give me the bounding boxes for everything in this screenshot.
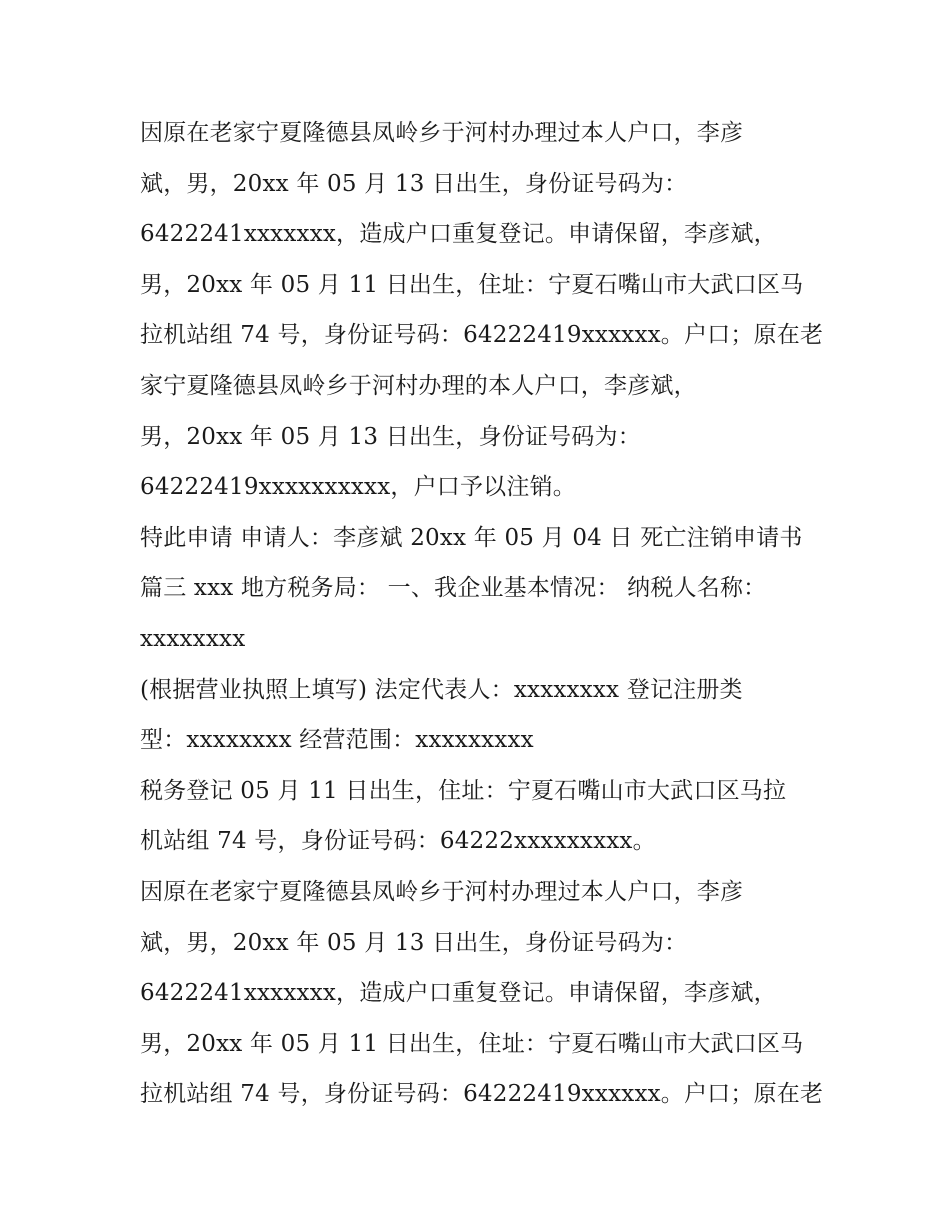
text-line-4: 男，20xx 年 05 月 11 日出生，住址：宁夏石嘴山市大武口区马 [140, 271, 804, 298]
text-line-19: 男，20xx 年 05 月 11 日出生，住址：宁夏石嘴山市大武口区马 [140, 1030, 804, 1057]
text-line-12: (根据营业执照上填写) 法定代表人：xxxxxxxx 登记注册类 [140, 676, 743, 703]
text-line-16: 因原在老家宁夏隆德县凤岭乡于河村办理过本人户口，李彦 [140, 878, 744, 905]
text-line-3: 6422241xxxxxxx，造成户口重复登记。申请保留，李彦斌， [140, 221, 777, 248]
text-line-6: 家宁夏隆德县凤岭乡于河村办理的本人户口，李彦斌， [140, 372, 697, 399]
text-line-13: 型：xxxxxxxx 经营范围：xxxxxxxxx [140, 727, 534, 754]
text-line-20: 拉机站组 74 号，身份证号码：64222419xxxxxx。户口；原在老 [140, 1081, 824, 1108]
text-line-15: 机站组 74 号，身份证号码：64222xxxxxxxxx。 [140, 828, 656, 855]
text-line-11: xxxxxxxx [140, 625, 246, 652]
text-line-7: 男，20xx 年 05 月 13 日出生，身份证号码为： [140, 423, 641, 450]
text-line-14: 税务登记 05 月 11 日出生，住址：宁夏石嘴山市大武口区马拉 [140, 777, 787, 804]
text-line-5: 拉机站组 74 号，身份证号码：64222419xxxxxx。户口；原在老 [140, 322, 824, 349]
text-line-8: 64222419xxxxxxxxxx，户口予以注销。 [140, 474, 576, 501]
text-line-10: 篇三 xxx 地方税务局： 一、我企业基本情况： 纳税人名称： [140, 575, 767, 602]
text-line-1: 因原在老家宁夏隆德县凤岭乡于河村办理过本人户口，李彦 [140, 120, 744, 146]
text-line-2: 斌，男，20xx 年 05 月 13 日出生，身份证号码为： [140, 170, 688, 197]
text-line-9: 特此申请 申请人：李彦斌 20xx 年 05 月 04 日 死亡注销申请书 [140, 524, 803, 551]
text-line-17: 斌，男，20xx 年 05 月 13 日出生，身份证号码为： [140, 929, 688, 956]
text-line-18: 6422241xxxxxxx，造成户口重复登记。申请保留，李彦斌， [140, 980, 777, 1007]
document-body [140, 108, 830, 1120]
